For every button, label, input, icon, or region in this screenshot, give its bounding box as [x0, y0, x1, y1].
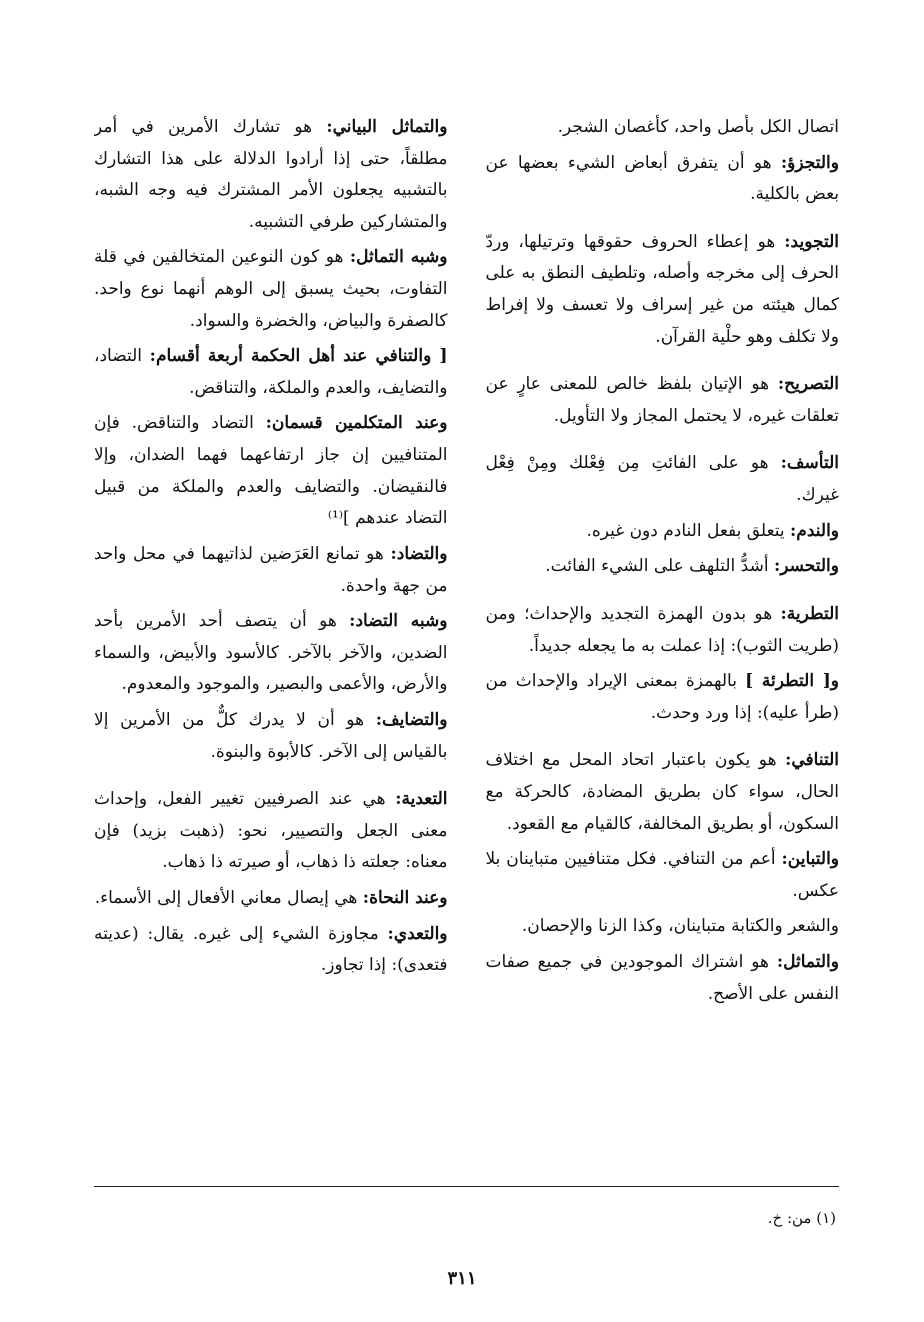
entry-term: و[ التطرئة ]: [745, 671, 839, 692]
glossary-entry: [486, 112, 840, 144]
entry-definition: التضاد والتناقض. فإن المتنافيين إن جاز ارتفاعهما فهما الضدان، وإلا فالنقيضان. والتضايف والعدم والملكة من قبيل التضاد عندهم ]⁽¹⁾: [94, 413, 448, 529]
glossary-entry: [486, 599, 840, 662]
glossary-entry: [94, 242, 448, 337]
glossary-entry: [486, 516, 840, 548]
glossary-entry: [94, 606, 448, 701]
entry-term: [ والتنافي عند أهل الحكمة أربعة أقسام:: [149, 346, 448, 367]
entry-definition: هي عند الصرفيين تغيير الفعل، وإحداث معنى الجعل والتصيير، نحو: (ذهبت بزيد) فإن معناه: جعلته ذا ذهاب، أو صيرته ذا ذهاب.: [94, 789, 448, 873]
glossary-entry: [486, 745, 840, 840]
entry-term: التعدية:: [395, 789, 448, 810]
entry-term: والتجزؤ:: [780, 152, 839, 173]
entry-definition: هو إعطاء الحروف حقوقها وترتيلها، وردّ الحرف إلى مخرجه وأصله، وتلطيف النطق به على كمال هيئته من غير إسراف ولا تعسف ولا إفراط ولا تكلف وهو حلْية القرآن.: [485, 231, 839, 347]
entry-definition: هو أن يتفرق أبعاض الشيء بعضها عن بعض بالكلية.: [485, 152, 839, 205]
entry-definition: هو تمانع العَرَضين لذاتيهما في محل واحد من جهة واحدة.: [94, 543, 448, 596]
footnote-separator: [94, 1186, 839, 1187]
glossary-entry: [94, 705, 448, 768]
entry-term: التأسف:: [780, 453, 839, 474]
entry-definition: بالهمزة بمعنى الإيراد والإحداث من (طرأ عليه): إذا ورد وحدث.: [485, 671, 839, 723]
entry-term: وعند النحاة:: [362, 888, 448, 909]
glossary-entry: [486, 911, 840, 943]
column-right: [486, 112, 840, 1167]
entry-definition: والشعر والكتابة متباينان، وكذا الزنا والإحصان.: [521, 916, 839, 937]
entry-term: التنافي:: [785, 750, 839, 771]
entry-definition: هو أن لا يدرك كلٌّ من الأمرين إلا بالقياس إلى الآخر. كالأبوة والبنوة.: [94, 709, 448, 762]
entry-definition: مجاوزة الشيء إلى غيره. يقال: (عديته فتعدى): إذا تجاوز.: [94, 923, 448, 976]
entry-definition: هو على الفائتِ مِن فِعْلك ومِنْ فِعْل غيرك.: [485, 453, 839, 506]
glossary-entry: [94, 341, 448, 404]
entry-term: التصريح:: [777, 374, 839, 395]
glossary-entry: [486, 369, 840, 432]
entry-definition: اتصال الكل بأصل واحد، كأغصان الشجر.: [557, 117, 839, 137]
entry-term: والتحسر:: [773, 556, 839, 577]
entry-definition: هو الإتيان بلفظ خالص للمعنى عارٍ عن تعلقات غيره، لا يحتمل المجاز ولا التأويل.: [485, 374, 839, 426]
glossary-entry: [486, 148, 840, 211]
glossary-entry: [486, 947, 840, 1010]
entry-term: والتماثل البياني:: [326, 117, 448, 137]
entry-term: وعند المتكلمين قسمان:: [265, 413, 448, 434]
entry-definition: التضاد، والتضايف، والعدم والملكة، والتناقض.: [94, 346, 448, 398]
glossary-entry: [486, 227, 840, 353]
entry-term: التجويد:: [784, 231, 839, 252]
entry-definition: هي إيصال معاني الأفعال إلى الأسماء.: [94, 888, 363, 909]
entry-definition: أعم من التنافي. فكل متنافيين متباينان بلا عكس.: [485, 849, 839, 901]
column-left: [94, 112, 448, 1167]
entry-term: وشبه التماثل:: [349, 247, 448, 268]
entry-term: التطرية:: [780, 603, 839, 624]
entry-definition: هو بدون الهمزة التجديد والإحداث؛ ومن (طريت الثوب): إذا عملت به ما يجعله جديداً.: [485, 603, 839, 656]
glossary-entry: [486, 551, 840, 583]
glossary-entry: [486, 666, 840, 729]
glossary-entry: [94, 883, 448, 915]
glossary-entry: [94, 408, 448, 534]
glossary-entry: [94, 919, 448, 982]
glossary-entry: [94, 112, 448, 238]
glossary-entry: [486, 448, 840, 511]
entry-term: والتضايف:: [375, 709, 448, 730]
entry-term: والتضاد:: [390, 543, 448, 564]
entry-definition: هو اشتراك الموجودين في جميع صفات النفس على الأصح.: [485, 952, 839, 1004]
glossary-entry: [486, 844, 840, 907]
entry-definition: أشدُّ التلهف على الشيء الفائت.: [545, 556, 774, 577]
entry-definition: هو تشارك الأمرين في أمر مطلقاً، حتى إذا أرادوا الدلالة على هذا التشارك بالتشبيه يجعلون الأمر المشترك فيه وجه الشبه، والمتشاركين طرفي التشبيه.: [94, 117, 448, 232]
entry-term: والتباين:: [781, 849, 839, 870]
page-number: ٣١١: [447, 1268, 477, 1289]
text-columns: [94, 112, 839, 1167]
entry-definition: هو يكون باعتبار اتحاد المحل مع اختلاف الحال، سواء كان بطريق المضادة، كالحركة مع السكون، أو بطريق المخالفة، كالقيام مع القعود.: [485, 750, 839, 834]
entry-term: والتماثل:: [776, 952, 839, 973]
entry-definition: يتعلق بفعل النادم دون غيره.: [586, 520, 791, 541]
glossary-entry: [94, 539, 448, 602]
entry-term: والتعدي:: [387, 923, 448, 944]
entry-term: وشبه التضاد:: [349, 611, 448, 632]
entry-term: والندم:: [790, 520, 839, 541]
footnote: (١) من: خ.: [767, 1209, 836, 1227]
entry-definition: هو أن يتصف أحد الأمرين بأحد الضدين، والآخر بالآخر. كالأسود والأبيض، والسماء والأرض، والأعمى والبصير، والموجود والمعدوم.: [94, 611, 448, 695]
glossary-entry: [94, 784, 448, 879]
entry-definition: هو كون النوعين المتخالفين في قلة التفاوت، بحيث يسبق إلى الوهم أنهما نوع واحد. كالصفرة والبياض، والخضرة والسواد.: [94, 247, 448, 331]
